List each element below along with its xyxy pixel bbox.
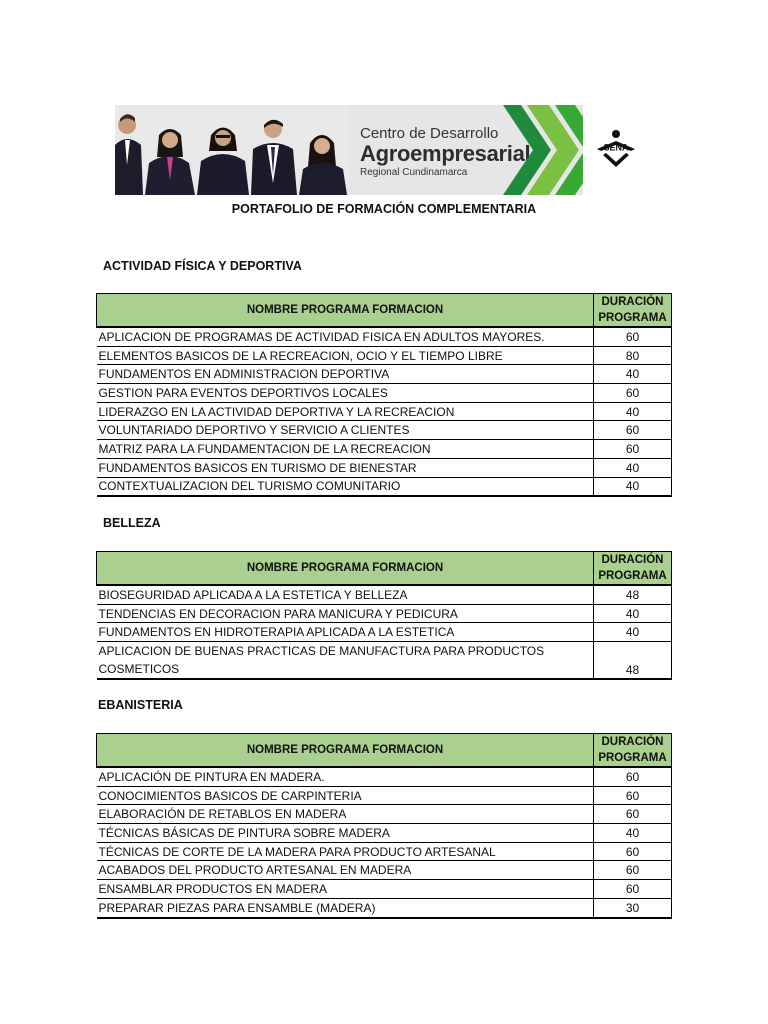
program-hours: 60	[594, 861, 672, 880]
program-hours: 40	[594, 604, 672, 623]
sena-logo-icon	[593, 129, 639, 171]
program-name: APLICACION DE BUENAS PRACTICAS DE MANUFACTURA PARA PRODUCTOS COSMETICOS	[97, 642, 594, 680]
program-name: PREPARAR PIEZAS PARA ENSAMBLE (MADERA)	[97, 898, 594, 917]
program-hours: 30	[594, 898, 672, 917]
table-row	[97, 402, 672, 421]
banner-line3: Regional Cundinamarca	[360, 167, 468, 178]
program-table	[96, 293, 672, 497]
table-row	[97, 585, 672, 604]
table-row	[97, 384, 672, 403]
program-hours: 60	[594, 880, 672, 899]
name-column-header: NOMBRE PROGRAMA FORMACION	[97, 552, 594, 586]
table-row	[97, 327, 672, 346]
program-name: FUNDAMENTOS EN HIDROTERAPIA APLICADA A LA ESTETICA	[97, 623, 594, 642]
program-name: BIOSEGURIDAD APLICADA A LA ESTETICA Y BELLEZA	[97, 585, 594, 604]
duration-header-line1: DURACIÓN	[601, 736, 664, 748]
program-hours: 40	[594, 402, 672, 421]
section-title: BELLEZA	[103, 516, 161, 530]
section-title: ACTIVIDAD FÍSICA Y DEPORTIVA	[103, 259, 302, 273]
table-row	[97, 786, 672, 805]
table-row	[97, 346, 672, 365]
table-row	[97, 365, 672, 384]
duration-header-line2: PROGRAMA	[598, 570, 667, 582]
table-header-row	[97, 734, 672, 768]
program-name: CONTEXTUALIZACION DEL TURISMO COMUNITARIO	[97, 477, 594, 496]
name-column-header: NOMBRE PROGRAMA FORMACION	[97, 734, 594, 768]
program-hours: 60	[594, 327, 672, 346]
table-row	[97, 458, 672, 477]
banner-line2: Agroempresarial	[360, 141, 531, 166]
program-hours: 60	[594, 805, 672, 824]
program-name: ACABADOS DEL PRODUCTO ARTESANAL EN MADERA	[97, 861, 594, 880]
duration-header-line2: PROGRAMA	[598, 312, 667, 324]
table-row	[97, 421, 672, 440]
duration-header-line1: DURACIÓN	[601, 554, 664, 566]
program-hours: 60	[594, 440, 672, 459]
table-row	[97, 842, 672, 861]
program-hours: 60	[594, 384, 672, 403]
banner-line1: Centro de Desarrollo	[360, 125, 499, 142]
table-row	[97, 861, 672, 880]
program-hours: 60	[594, 842, 672, 861]
duration-column-header	[594, 734, 672, 768]
program-hours: 60	[594, 786, 672, 805]
duration-column-header	[594, 552, 672, 586]
students-photo	[115, 105, 350, 195]
table-row	[97, 805, 672, 824]
header-banner	[115, 105, 652, 195]
table-row	[97, 642, 672, 680]
program-name: VOLUNTARIADO DEPORTIVO Y SERVICIO A CLIENTES	[97, 421, 594, 440]
program-name: TÉCNICAS DE CORTE DE LA MADERA PARA PRODUCTO ARTESANAL	[97, 842, 594, 861]
duration-header-line1: DURACIÓN	[601, 296, 664, 308]
sena-logo-text: SENA	[603, 142, 629, 153]
table-row	[97, 440, 672, 459]
table-row	[97, 623, 672, 642]
program-name: FUNDAMENTOS EN ADMINISTRACION DEPORTIVA	[97, 365, 594, 384]
document-title: PORTAFOLIO DE FORMACIÓN COMPLEMENTARIA	[231, 202, 537, 216]
duration-column-header	[594, 294, 672, 328]
program-name: APLICACIÓN DE PINTURA EN MADERA.	[97, 767, 594, 786]
table-row	[97, 880, 672, 899]
program-hours: 80	[594, 346, 672, 365]
program-hours: 60	[594, 421, 672, 440]
program-hours: 48	[594, 585, 672, 604]
program-name: TENDENCIAS EN DECORACION PARA MANICURA Y PEDICURA	[97, 604, 594, 623]
program-hours: 40	[594, 623, 672, 642]
table-row	[97, 898, 672, 917]
duration-header-line2: PROGRAMA	[598, 752, 667, 764]
program-name: MATRIZ PARA LA FUNDAMENTACION DE LA RECREACION	[97, 440, 594, 459]
program-hours: 40	[594, 824, 672, 843]
program-table	[96, 551, 672, 680]
program-name: LIDERAZGO EN LA ACTIVIDAD DEPORTIVA Y LA RECREACION	[97, 402, 594, 421]
table-header-row	[97, 294, 672, 328]
program-name: ELEMENTOS BASICOS DE LA RECREACION, OCIO Y EL TIEMPO LIBRE	[97, 346, 594, 365]
program-hours: 48	[594, 642, 672, 680]
table-header-row	[97, 552, 672, 586]
program-name: ENSAMBLAR PRODUCTOS EN MADERA	[97, 880, 594, 899]
table-row	[97, 824, 672, 843]
program-name: GESTION PARA EVENTOS DEPORTIVOS LOCALES	[97, 384, 594, 403]
program-name: TÉCNICAS BÁSICAS DE PINTURA SOBRE MADERA	[97, 824, 594, 843]
name-column-header: NOMBRE PROGRAMA FORMACION	[97, 294, 594, 328]
section-title: EBANISTERIA	[98, 698, 183, 712]
table-row	[97, 767, 672, 786]
program-hours: 40	[594, 458, 672, 477]
table-row	[97, 604, 672, 623]
program-name: FUNDAMENTOS BASICOS EN TURISMO DE BIENESTAR	[97, 458, 594, 477]
table-row	[97, 477, 672, 496]
program-table	[96, 733, 672, 919]
program-hours: 40	[594, 365, 672, 384]
program-name: APLICACION DE PROGRAMAS DE ACTIVIDAD FISICA EN ADULTOS MAYORES.	[97, 327, 594, 346]
program-name: ELABORACIÓN DE RETABLOS EN MADERA	[97, 805, 594, 824]
program-hours: 40	[594, 477, 672, 496]
program-hours: 60	[594, 767, 672, 786]
program-name: CONOCIMIENTOS BASICOS DE CARPINTERIA	[97, 786, 594, 805]
